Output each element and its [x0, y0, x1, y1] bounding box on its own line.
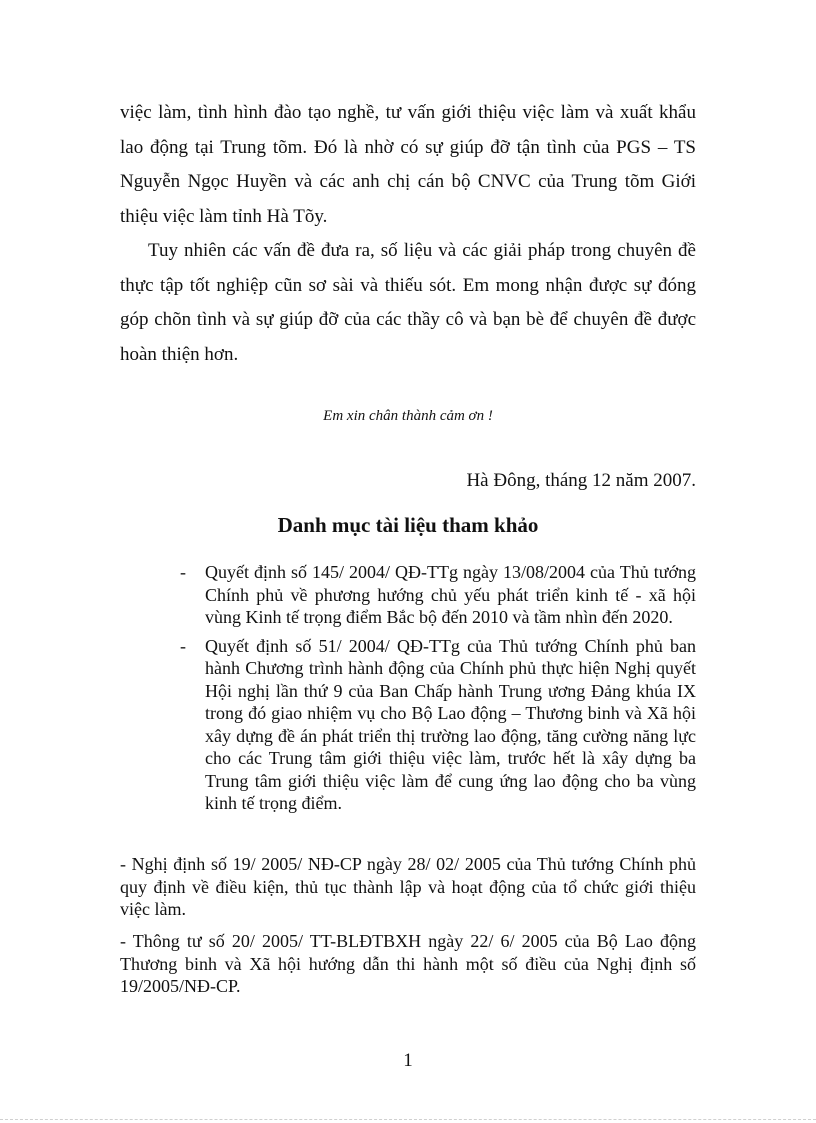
list-dash-marker: -: [180, 562, 186, 582]
reference-text: Quyết định số 145/ 2004/ QĐ-TTg ngày 13/08/2004 của Thủ tướng Chính phủ về phương hướng chủ yếu phát triển kinh tế - xã hội vùng Kinh tế trọng điểm Bắc bộ đến 2010 và tầm nhìn đến 2020.: [205, 562, 696, 627]
reference-item-4: - Thông tư số 20/ 2005/ TT-BLĐTBXH ngày 22/ 6/ 2005 của Bộ Lao động Thương binh và Xã hội hướng dẫn thi hành một số điều của Nghị định số 19/2005/NĐ-CP.: [120, 931, 696, 996]
reference-text: Quyết định số 51/ 2004/ QĐ-TTg của Thủ tướng Chính phủ ban hành Chương trình hành động của Chính phủ thực hiện Nghị quyết Hội nghị lần thứ 9 của Ban Chấp hành Trung ương Đảng khúa IX trong đó giao nhiệm vụ cho Bộ Lao động – Thương binh và Xã hội xây dựng đề án phát triển thị trường lao động, tăng cường năng lực cho các Trung tâm giới thiệu việc làm, trước hết là xây dựng ba Trung tâm giới thiệu việc làm để cung ứng lao động cho ba vùng kinh tế trọng điểm.: [205, 635, 696, 813]
page-number: 1: [403, 1050, 413, 1071]
reference-item-2: [180, 635, 696, 815]
place-date-signoff: Hà Đông, tháng 12 năm 2007.: [466, 470, 696, 491]
list-dash-marker: -: [180, 635, 186, 656]
reference-item-3: - Nghị định số 19/ 2005/ NĐ-CP ngày 28/ 02/ 2005 của Thủ tướng Chính phủ quy định về điều kiện, thủ tục thành lập và hoạt động của tổ chức giới thiệu việc làm.: [120, 854, 696, 919]
reference-item-1: [180, 561, 696, 629]
body-paragraph-2: Tuy nhiên các vấn đề đưa ra, số liệu và các giải pháp trong chuyên đề thực tập tốt nghiệp cũn sơ sài và thiếu sót. Em mong nhận được sự đóng góp chõn tình và sự giúp đỡ của các thầy cô và bạn bè để chuyên đề được hoàn thiện hơn.: [120, 240, 696, 365]
references-heading: Danh mục tài liệu tham khảo: [277, 513, 539, 537]
body-paragraph-1: việc làm, tình hình đào tạo nghề, tư vấn giới thiệu việc làm và xuất khẩu lao động tại Trung tõm. Đó là nhờ có sự giúp đỡ tận tình của PGS – TS Nguyễn Ngọc Huyền và các anh chị cán bộ CNVC của Trung tõm Giới thiệu việc làm tỉnh Hà Tõy.: [120, 102, 696, 227]
thanks-line: Em xin chân thành cảm ơn !: [323, 408, 493, 424]
references-list: [180, 561, 696, 821]
page-bottom-divider: [0, 1119, 816, 1120]
